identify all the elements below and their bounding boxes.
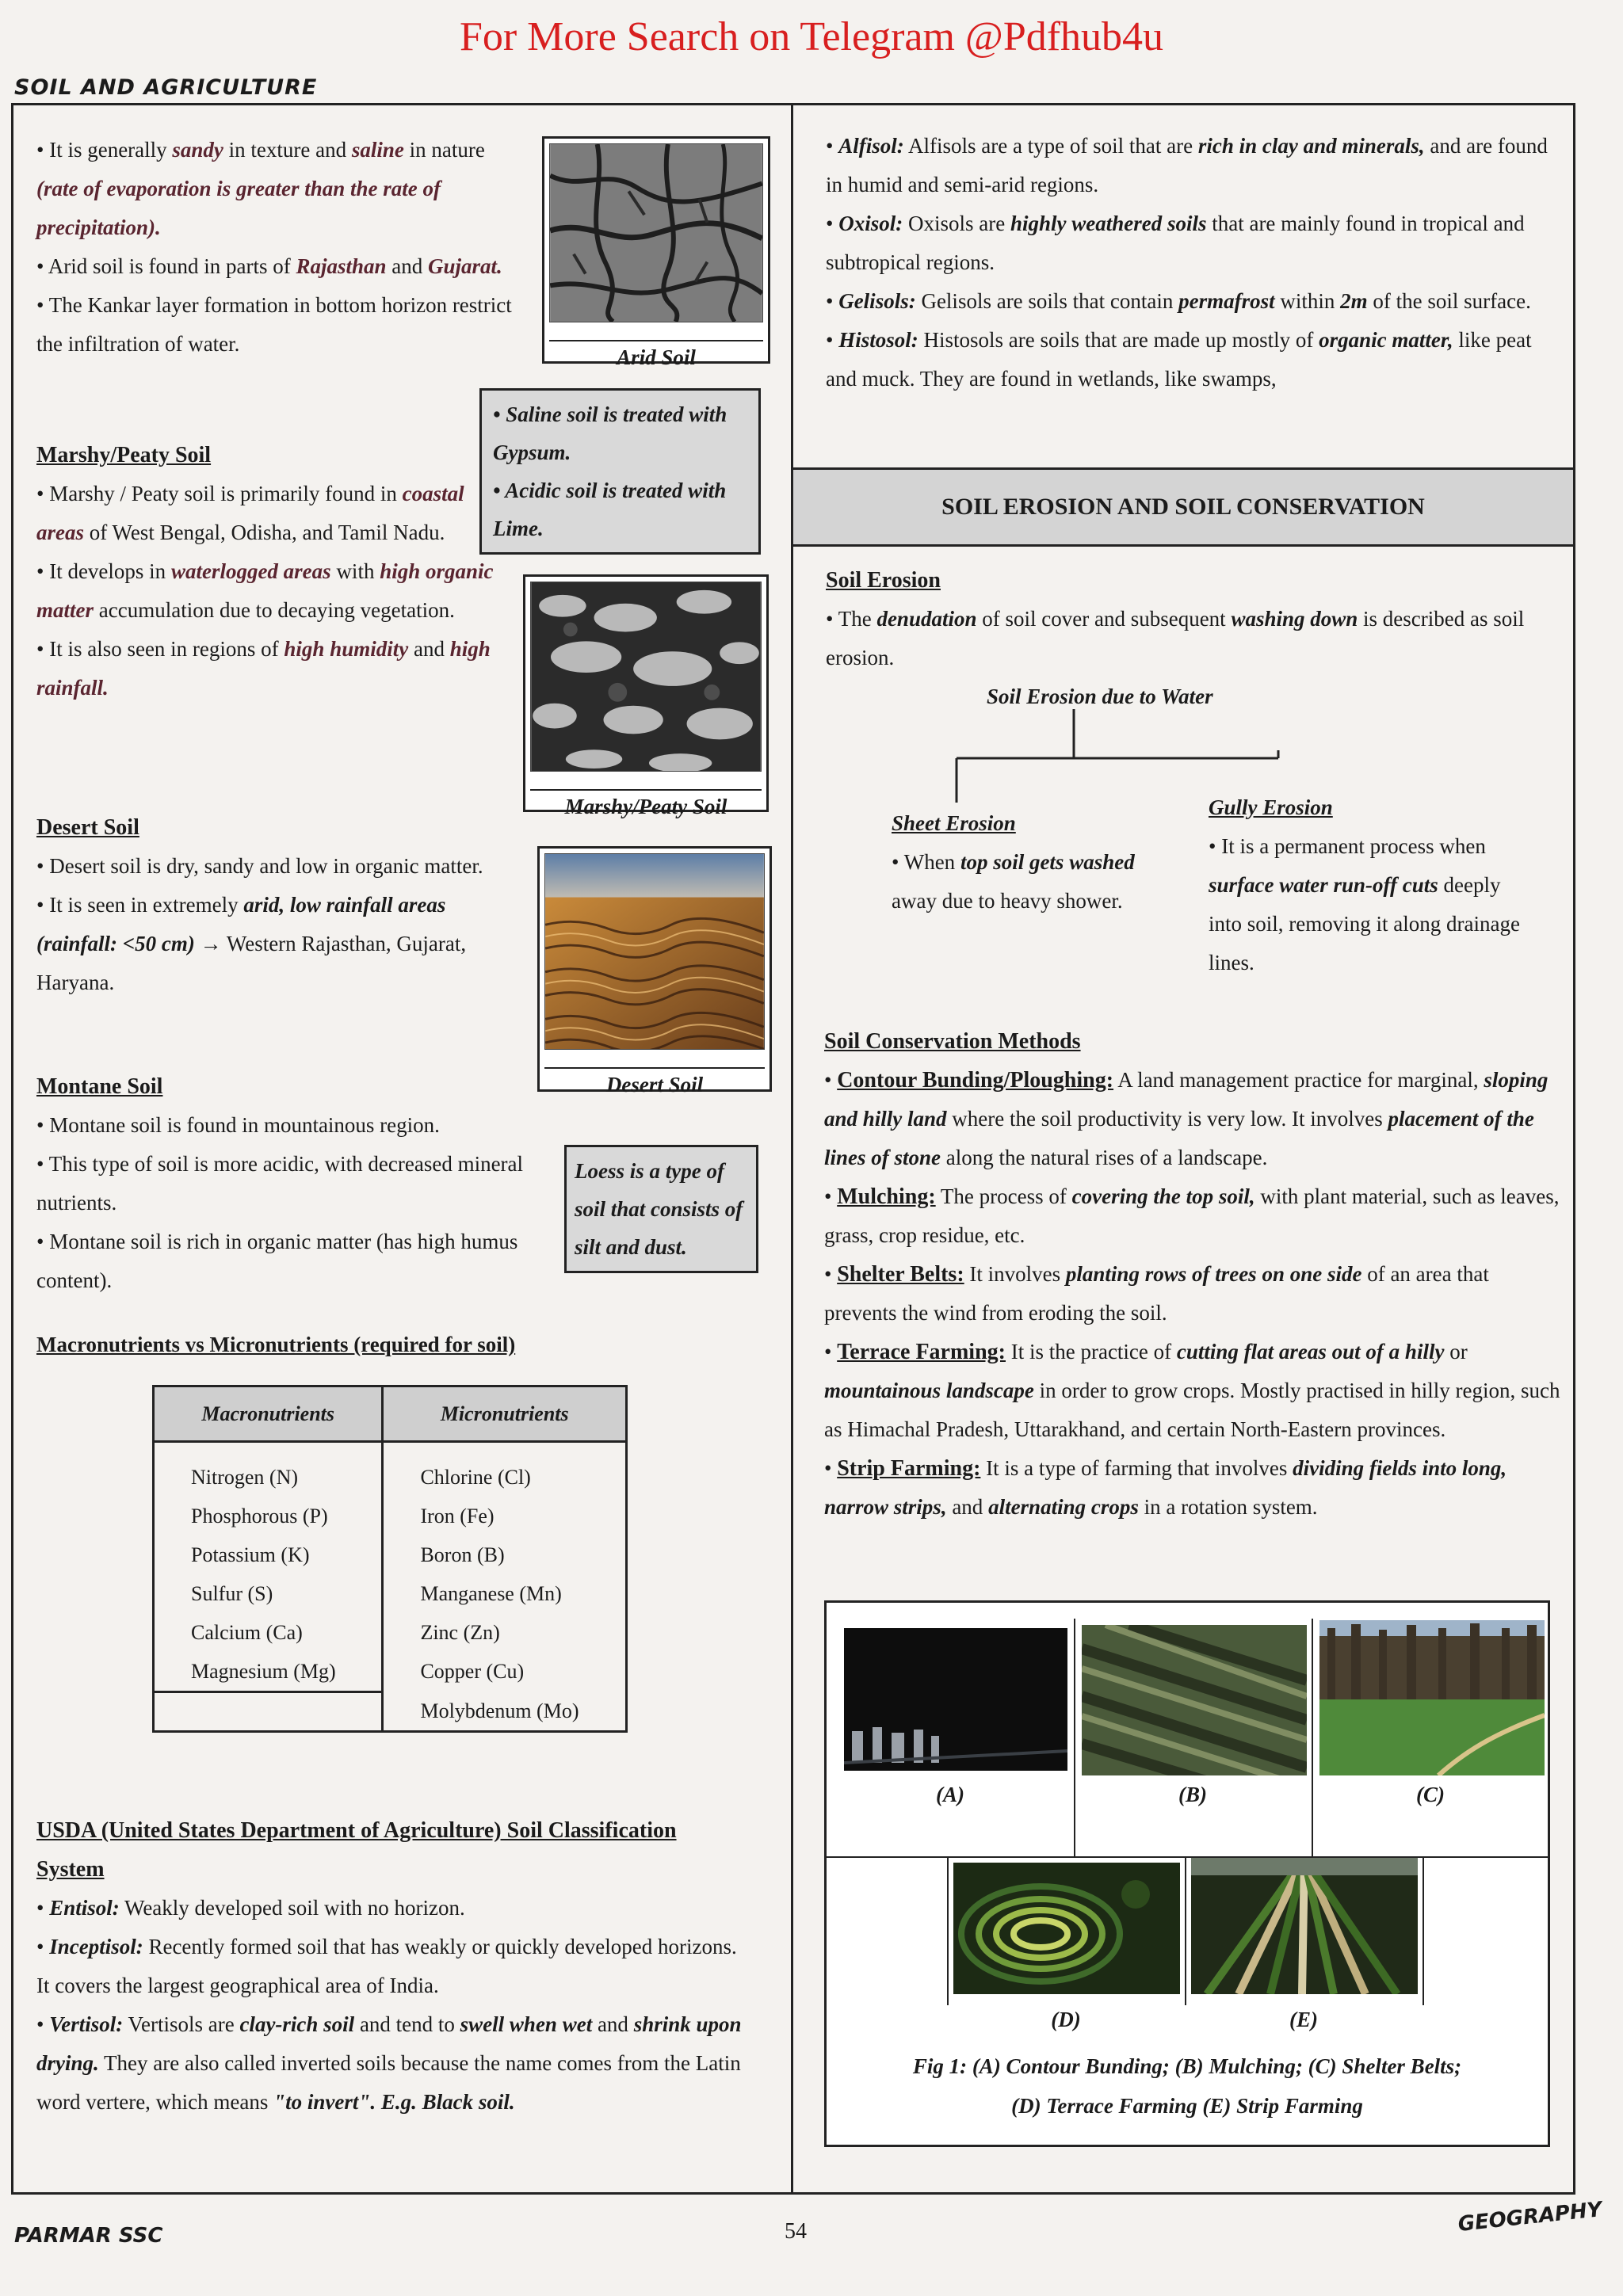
soil-erosion-section [826,561,1563,677]
figure-label-a: (A) [936,1783,964,1806]
saline-soil-callout [479,388,761,555]
mulching-bullet: • Mulching: The process of covering the top soil, with plant material, such as leaves, grass, crop residue, etc. [824,1177,1561,1255]
figure-divider [1423,1856,1424,2005]
soil-conservation-heading: Soil Conservation Methods [824,1029,1081,1054]
strip-farming-bullet: • Strip Farming: It is a type of farming that involves dividing fields into long, narrow strips, and alternating crops in a rotation system. [824,1449,1561,1527]
montane-bullet-2: • This type of soil is more acidic, with decreased mineral nutrients. [36,1145,544,1222]
arid-bullet-1: • It is generally sandy in texture and saline in nature (rate of evaporation is greater than the rate of precipitation). [36,131,528,247]
nutrients-heading: Macronutrients vs Micronutrients (required for soil) [36,1333,516,1356]
arid-soil-image [549,143,763,322]
contour-bunding-bullet: • Contour Bunding/Ploughing: A land management practice for marginal, sloping and hilly land where the soil productivity is very low. It involves placement of the lines of stone along the natural rises of a landscape. [824,1061,1561,1177]
soil-erosion-heading: Soil Erosion [826,568,941,593]
footer-publisher: PARMAR SSC [14,2224,163,2248]
montane-bullet-3: • Montane soil is rich in organic matter (has high humus content). [36,1222,544,1300]
strip-farming-image [1191,1858,1418,1994]
inceptisol-bullet: • Inceptisol: Recently formed soil that has weakly or quickly developed horizons. It covers the largest geographical area of India. [36,1928,750,2005]
figure-divider [827,1856,1548,1858]
desert-soil-heading: Desert Soil [36,815,139,840]
marshy-soil-section [36,436,512,707]
gully-erosion-node [1209,788,1533,982]
table-row: Magnesium (Mg) Copper (Cu) [154,1652,627,1692]
nutrients-table [152,1385,628,1733]
figure-divider [1074,1619,1075,1858]
desert-soil-section [36,808,528,1002]
figure-divider [1185,1856,1186,2005]
table-row: Sulfur (S) Manganese (Mn) [154,1574,627,1613]
arid-soil-caption: Arid Soil [549,340,763,373]
terrace-farming-image [953,1863,1180,1994]
montane-bullet-1: • Montane soil is found in mountainous region. [36,1106,544,1145]
sheet-erosion-text: • When top soil gets washed away due to heavy shower. [892,843,1185,921]
page-number: 54 [785,2219,807,2244]
soil-conservation-section [824,1022,1561,1527]
table-row: Potassium (K) Boron (B) [154,1535,627,1574]
erosion-bullet: • The denudation of soil cover and subsequent washing down is described as soil erosion. [826,600,1563,677]
micronutrients-header: Micronutrients [383,1386,627,1442]
conservation-figure [824,1600,1550,2147]
mulching-image [1082,1625,1307,1775]
figure-label-d: (D) [1051,2008,1081,2031]
table-row: Phosphorous (P) Iron (Fe) [154,1497,627,1535]
desert-bullet-2: • It is seen in extremely arid, low rainfall areas (rainfall: <50 cm) → Western Rajasthan, Gujarat, Haryana. [36,886,528,1002]
montane-soil-heading: Montane Soil [36,1074,163,1099]
marshy-bullet-2: • It develops in waterlogged areas with high organic matter accumulation due to decaying vegetation. [36,552,512,630]
marshy-soil-heading: Marshy/Peaty Soil [36,443,212,467]
marshy-soil-caption: Marshy/Peaty Soil [530,789,762,822]
alfisol-bullet: • Alfisol: Alfisols are a type of soil that are rich in clay and minerals, and are found in humid and semi-arid regions. [826,127,1563,204]
figure-divider [1312,1619,1313,1858]
table-row: Calcium (Ca) Zinc (Zn) [154,1613,627,1652]
vertisol-bullet: • Vertisol: Vertisols are clay-rich soil and tend to swell when wet and shrink upon drying. They are also called inverted soils because the name comes from the Latin word vertere, which means "to invert". E.g. Black soil. [36,2005,750,2122]
usda-continued [826,127,1563,399]
marshy-soil-image [530,582,762,772]
callout-saline-line: • Saline soil is treated with Gypsum. [493,395,747,471]
histosol-bullet: • Histosol: Histosols are soils that are made up mostly of organic matter, like peat and muck. They are found in wetlands, like swamps, [826,321,1563,399]
oxisol-bullet: • Oxisol: Oxisols are highly weathered soils that are mainly found in tropical and subtropical regions. [826,204,1563,282]
callout-acidic-line: • Acidic soil is treated with Lime. [493,471,747,547]
arid-soil-bullets [36,131,528,364]
table-row: Nitrogen (N) Chlorine (Cl) [154,1458,627,1497]
footer-subject: GEOGRAPHY [1457,2198,1603,2237]
usda-heading-line2: System [36,1857,105,1882]
section-title: SOIL AND AGRICULTURE [14,75,318,100]
entisol-bullet: • Entisol: Weakly developed soil with no horizon. [36,1889,750,1928]
arid-bullet-3: • The Kankar layer formation in bottom horizon restrict the infiltration of water. [36,286,528,364]
figure-caption-line2: (D) Terrace Farming (E) Strip Farming [1011,2094,1363,2118]
gelisol-bullet: • Gelisols: Gelisols are soils that contain permafrost within 2m of the soil surface. [826,282,1563,321]
sheet-erosion-title: Sheet Erosion [892,811,1016,835]
macronutrients-header: Macronutrients [154,1386,383,1442]
arid-soil-figure [542,136,770,369]
terrace-farming-bullet: • Terrace Farming: It is the practice of cutting flat areas out of a hilly or mountainous landscape in order to grow crops. Mostly practised in hilly region, such as Himachal Pradesh, Uttarakhand, and certain North-Eastern provinces. [824,1333,1561,1449]
figure-label-e: (E) [1289,2008,1318,2031]
marshy-bullet-1: • Marshy / Peaty soil is primarily found in coastal areas of West Bengal, Odisha, and Tamil Nadu. [36,475,512,552]
sheet-erosion-node [892,804,1185,921]
table-row: Molybdenum (Mo) [154,1691,627,1732]
desert-soil-caption: Desert Soil [544,1067,765,1100]
figure-label-b: (B) [1178,1783,1207,1806]
column-divider [791,103,793,2195]
figure-caption-line1: Fig 1: (A) Contour Bunding; (B) Mulching; (C) Shelter Belts; [912,2054,1462,2078]
arid-bullet-2: • Arid soil is found in parts of Rajasthan and Gujarat. [36,247,528,286]
figure-caption [827,2046,1548,2126]
loess-callout: Loess is a type of soil that consists of silt and dust. [564,1145,758,1273]
figure-divider [947,1856,949,2005]
gully-erosion-title: Gully Erosion [1209,795,1333,819]
desert-soil-image [544,853,765,1050]
figure-label-c: (C) [1416,1783,1445,1806]
usda-section [36,1811,750,2122]
erosion-tree-root: Soil Erosion due to Water [987,685,1213,708]
shelter-belts-image [1319,1620,1545,1775]
telegram-banner: For More Search on Telegram @Pdfhub4u [459,14,1164,59]
usda-heading: USDA (United States Department of Agriculture) Soil Classification [36,1818,677,1843]
desert-bullet-1: • Desert soil is dry, sandy and low in organic matter. [36,847,528,886]
soil-erosion-band: SOIL EROSION AND SOIL CONSERVATION [793,467,1573,547]
marshy-bullet-3: • It is also seen in regions of high humidity and high rainfall. [36,630,512,707]
marshy-soil-figure [523,574,769,818]
montane-soil-section [36,1067,544,1300]
shelter-belts-bullet: • Shelter Belts: It involves planting rows of trees on one side of an area that prevents the wind from eroding the soil. [824,1255,1561,1333]
desert-soil-figure [537,846,772,1097]
gully-erosion-text: • It is a permanent process when surface water run-off cuts deeply into soil, removing it along drainage lines. [1209,827,1533,982]
contour-bunding-image [844,1628,1067,1771]
